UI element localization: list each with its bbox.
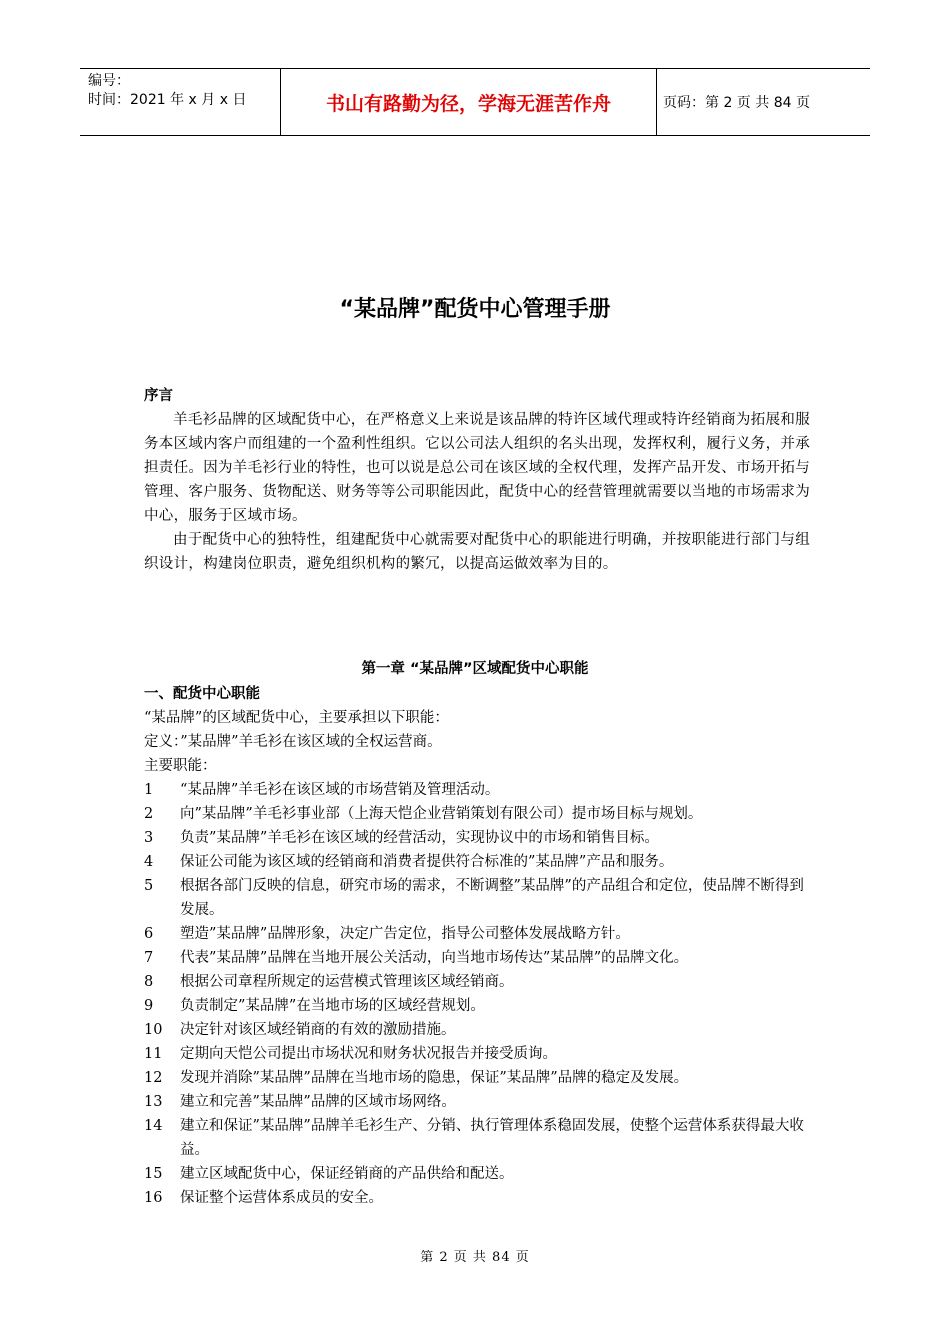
list-item-number: 13	[144, 1094, 163, 1110]
list-item-number: 1	[144, 782, 154, 798]
chapter-title: 第一章 “某品牌”区域配货中心职能	[361, 661, 589, 677]
list-item-number: 16	[144, 1190, 163, 1206]
preface-paragraph: 羊毛衫品牌的区域配货中心，在严格意义上来说是该品牌的特许区域代理或特许经销商为拓展和服务本区域内客户而组建的一个盈利性组织。它以公司法人组织的名头出现，发挥权利，履行义务，并承担责任。因为羊毛衫行业的特性，也可以说是总公司在该区域的全权代理，发挥产品开发、市场开拓与管理、客户服务、货物配送、财务等等公司职能因此，配货中心的经营管理就需要以当地的市场需求为中心，服务于区域市场。	[144, 412, 810, 524]
preface-heading: 序言	[144, 388, 173, 404]
list-item-number: 5	[144, 878, 154, 894]
header-meta	[80, 69, 281, 135]
list-item-number: 2	[144, 806, 154, 822]
list-item-text: 建立和保证”某品牌”品牌羊毛衫生产、分销、执行管理体系稳固发展，使整个运营体系获得最大收益。	[180, 1118, 804, 1158]
list-item-number: 3	[144, 830, 154, 846]
list-item	[144, 1186, 810, 1210]
list-item-number: 9	[144, 998, 154, 1014]
list-item-text: 发现并消除”某品牌”品牌在当地市场的隐患，保证”某品牌”品牌的稳定及发展。	[180, 1070, 689, 1086]
page-footer: 第 2 页 共 84 页	[420, 1250, 530, 1265]
list-item	[144, 1090, 810, 1114]
list-item	[144, 778, 810, 802]
list-item	[144, 1114, 810, 1162]
list-item-text: 塑造”某品牌”品牌形象，决定广告定位，指导公司整体发展战略方针。	[180, 926, 630, 942]
list-item	[144, 850, 810, 874]
list-item-number: 14	[144, 1118, 163, 1134]
list-item-number: 12	[144, 1070, 163, 1086]
list-item	[144, 826, 810, 850]
list-item-text: 建立区域配货中心，保证经销商的产品供给和配送。	[180, 1166, 514, 1182]
list-item	[144, 874, 810, 922]
intro-line: “某品牌”的区域配货中心，主要承担以下职能：	[144, 710, 449, 726]
list-item-number: 7	[144, 950, 154, 966]
header-motto: 书山有路勤为径，学海无涯苦作舟	[281, 69, 657, 135]
list-item-text: 决定针对该区域经销商的有效的激励措施。	[180, 1022, 456, 1038]
document-title: “某品牌”配货中心管理手册	[339, 297, 611, 322]
list-item	[144, 970, 810, 994]
list-item-text: 负责制定”某品牌”在当地市场的区域经营规划。	[180, 998, 485, 1014]
header-number-label: 编号：	[88, 73, 130, 89]
intro-line: 主要职能：	[144, 758, 217, 774]
list-item	[144, 1018, 810, 1042]
list-item-text: 负责”某品牌”羊毛衫在该区域的经营活动，实现协议中的市场和销售目标。	[180, 830, 659, 846]
list-item-number: 11	[144, 1046, 163, 1062]
preface-paragraph: 由于配货中心的独特性，组建配货中心就需要对配货中心的职能进行明确，并按职能进行部门与组织设计，构建岗位职责，避免组织机构的繁冗，以提高运做效率为目的。	[144, 532, 810, 572]
list-item	[144, 802, 810, 826]
preface-section	[144, 384, 810, 576]
list-item-text: 根据各部门反映的信息，研究市场的需求，不断调整”某品牌”的产品组合和定位，使品牌不断得到发展。	[180, 878, 804, 918]
list-item-text: 代表”某品牌”品牌在当地开展公关活动，向当地市场传达”某品牌”的品牌文化。	[180, 950, 689, 966]
function-list	[144, 778, 810, 1210]
list-item-number: 15	[144, 1166, 163, 1182]
list-item	[144, 1162, 810, 1186]
list-item-number: 4	[144, 854, 154, 870]
list-item-text: 保证公司能为该区域的经销商和消费者提供符合标准的”某品牌”产品和服务。	[180, 854, 674, 870]
list-item-text: 定期向天恺公司提出市场状况和财务状况报告并接受质询。	[180, 1046, 557, 1062]
page-header	[80, 68, 870, 136]
list-item-number: 10	[144, 1022, 163, 1038]
list-item	[144, 1042, 810, 1066]
list-item-text: 向”某品牌”羊毛衫事业部（上海天恺企业营销策划有限公司）提市场目标与规划。	[180, 806, 703, 822]
header-page-info: 页码：第 2 页 共 84 页	[663, 95, 810, 111]
list-item-text: “某品牌”羊毛衫在该区域的市场营销及管理活动。	[180, 782, 500, 798]
list-item-text: 保证整个运营体系成员的安全。	[180, 1190, 383, 1206]
list-item-text: 建立和完善”某品牌”品牌的区域市场网络。	[180, 1094, 456, 1110]
list-item-number: 6	[144, 926, 154, 942]
list-item-text: 根据公司章程所规定的运营模式管理该区域经销商。	[180, 974, 514, 990]
list-item	[144, 1066, 810, 1090]
list-item	[144, 946, 810, 970]
chapter-section	[144, 682, 810, 1210]
list-item	[144, 922, 810, 946]
list-item-number: 8	[144, 974, 154, 990]
list-item	[144, 994, 810, 1018]
section-heading: 一、配货中心职能	[144, 686, 260, 702]
header-date-label: 时间：2021 年 x 月 x 日	[88, 92, 247, 108]
intro-line: 定义：”某品牌”羊毛衫在该区域的全权运营商。	[144, 734, 442, 750]
